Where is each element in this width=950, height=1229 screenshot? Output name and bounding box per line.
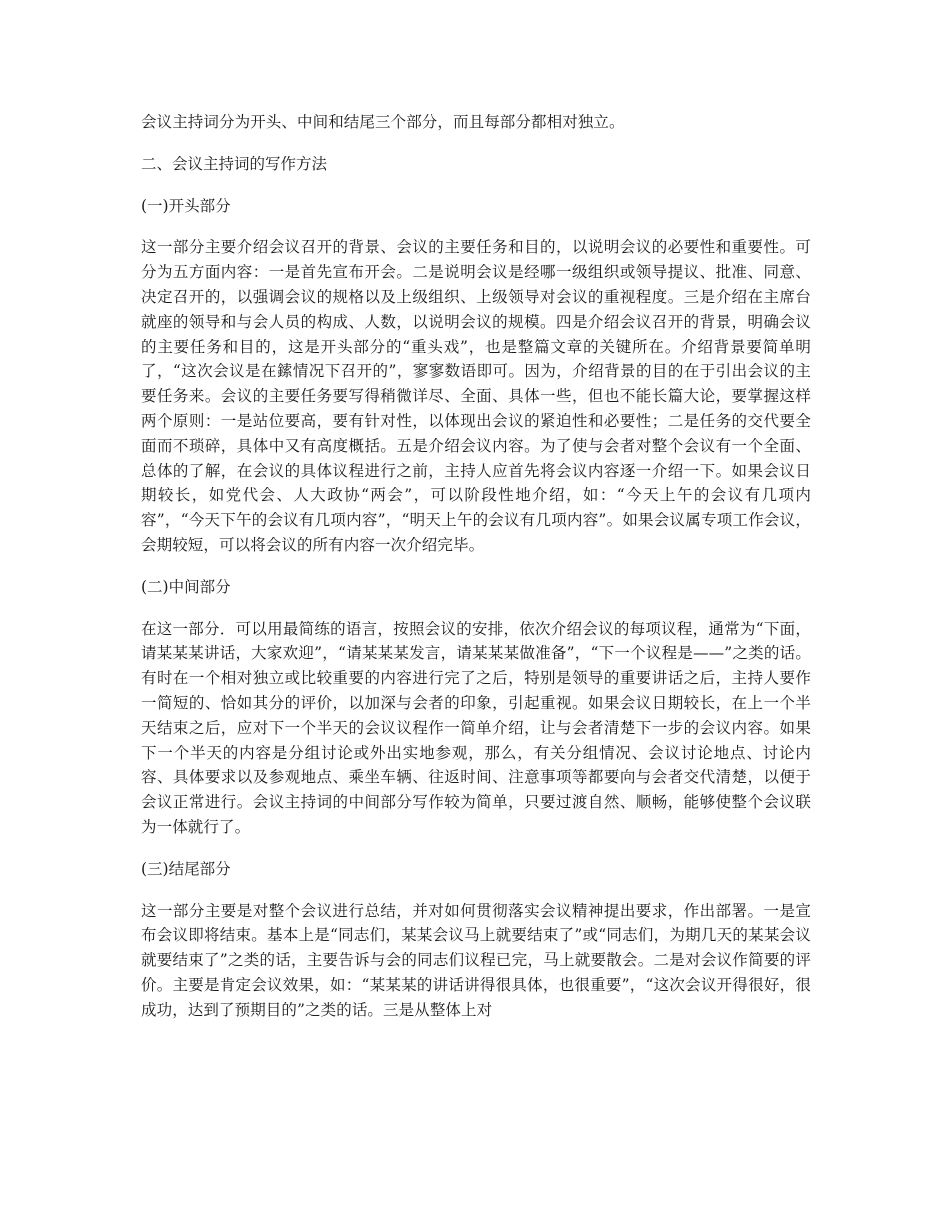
document-page xyxy=(141,110,811,1023)
part-text-opening: 这一部分主要介绍会议召开的背景、会议的主要任务和目的，以说明会议的必要性和重要性。可分为五方面内容：一是首先宣布开会。二是说明会议是经哪一级组织或领导提议、批准、同意、决定召开的，以强调会议的规格以及上级组织、上级领导对会议的重视程度。三是介绍在主席台就座的领导和与会人员的构成、人数，以说明会议的规模。四是介绍会议召开的背景，明确会议的主要任务和目的，这是开头部分的“重头戏”，也是整篇文章的关键所在。介绍背景要简单明了，“这次会议是在鎍情况下召开的”，寥寥数语即可。因为，介绍背景的目的在于引出会议的主要任务来。会议的主要任务要写得稍微详尽、全面、具体一些，但也不能长篇大论，要掌握这样两个原则：一是站位要高，要有针对性，以体现出会议的紧迫性和必要性；二是任务的交代要全面而不琐碎，具体中又有高度概括。五是介绍会议内容。为了使与会者对整个会议有一个全面、总体的了解，在会议的具体议程进行之前，主持人应首先将会议内容逐一介绍一下。如果会议日期较长，如党代会、人大政协“两会”，可以阶段性地介绍，如：“今天上午的会议有几项内容”，“今天下午的会议有几项内容”，“明天上午的会议有几项内容”。如果会议属专项工作会议，会期较短，可以将会议的所有内容一次介绍完毕。 xyxy=(141,238,811,554)
intro-paragraph: 会议主持词分为开头、中间和结尾三个部分，而且每部分都相对独立。 xyxy=(141,113,625,131)
part-heading-middle: (二)中间部分 xyxy=(141,577,231,596)
part-text-middle: 在这一部分．可以用最简练的语言，按照会议的安排，依次介绍会议的每项议程，通常为“下面，请某某某讲话，大家欢迎”，“请某某某发言，请某某某做准备”，“下一个议程是——”之类的话。有时在一个相对独立或比较重要的内容进行完了之后，特别是领导的重要讲话之后，主持人要作一简短的、恰如其分的评价，以加深与会者的印象，引起重视。如果会议日期较长，在上一个半天结束之后，应对下一个半天的会议议程作一简单介绍，让与会者清楚下一步的会议内容。如果下一个半天的内容是分组讨论或外出实地参观，那么，有关分组情况、会议讨论地点、讨论内容、具体要求以及参观地点、乘坐车辆、往返时间、注意事项等都要向与会者交代清楚，以便于会议正常进行。会议主持词的中间部分写作较为简单，只要过渡自然、顺畅，能够使整个会议联为一体就行了。 xyxy=(141,619,811,836)
part-heading-opening: (一)开头部分 xyxy=(141,196,231,215)
part-text-ending: 这一部分主要是对整个会议进行总结，并对如何贯彻落实会议精神提出要求，作出部署。一是宣布会议即将结束。基本上是“同志们，某某会议马上就要结束了”或“同志们，为期几天的某某会议就要结束了”之类的话，主要告诉与会的同志们议程已完，马上就要散会。二是对会议作简要的评价。主要是肯定会议效果，如：“某某某的讲话讲得很具体，也很重要”，“这次会议开得很好，很成功，达到了预期目的”之类的话。三是从整体上对 xyxy=(141,901,811,1019)
part-heading-ending: (三)结尾部分 xyxy=(141,859,231,878)
section-title: 二、会议主持词的写作方法 xyxy=(141,154,328,173)
